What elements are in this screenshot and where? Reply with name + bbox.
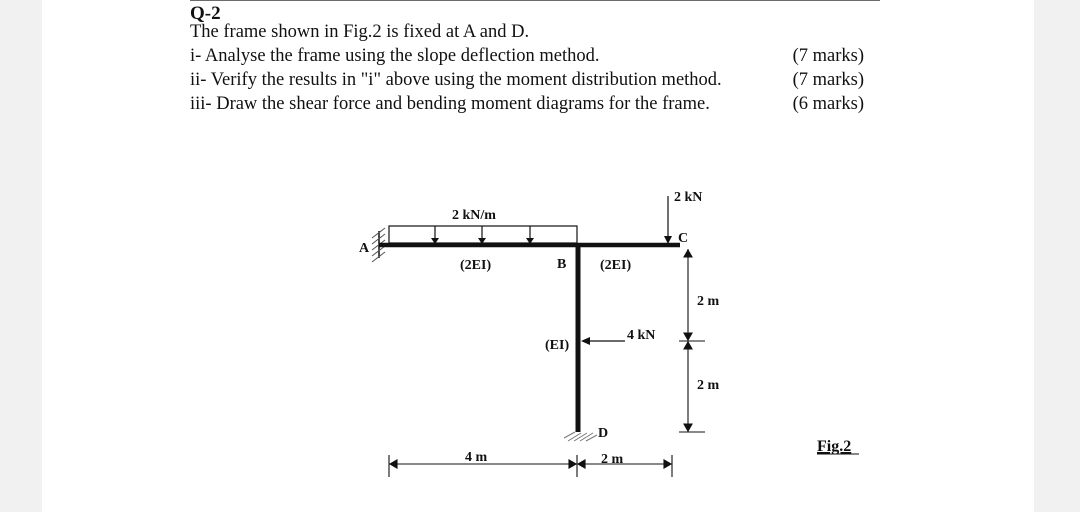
question-part-2: ii- Verify the results in "i" above using the moment distribution method.	[190, 70, 722, 90]
question-part-1-marks: (7 marks)	[792, 46, 864, 66]
horizontal-load-arrow	[581, 337, 625, 345]
joint-b-label: B	[557, 257, 567, 272]
support-a-label: A	[359, 241, 370, 256]
question-intro: The frame shown in Fig.2 is fixed at A and D.	[190, 22, 530, 42]
span-bc-label: 2 m	[601, 452, 624, 467]
point-load-label: 2 kN	[674, 190, 703, 205]
question-part-2-marks: (7 marks)	[792, 70, 864, 90]
horizontal-load-label: 4 kN	[627, 328, 656, 343]
question-number: Q-2	[190, 3, 221, 24]
column-bd-stiffness: (EI)	[545, 338, 570, 353]
point-load-arrow	[664, 196, 672, 244]
beam-bc-stiffness: (2EI)	[600, 258, 632, 273]
vertical-dimension	[679, 249, 705, 432]
fixed-support-d	[564, 432, 597, 441]
question-part-3: iii- Draw the shear force and bending moment diagrams for the frame.	[190, 94, 710, 114]
span-ab-label: 4 m	[465, 450, 488, 465]
udl-load	[389, 226, 577, 244]
horizontal-dimension	[389, 455, 672, 477]
height-lower-label: 2 m	[697, 378, 720, 393]
question-part-1: i- Analyse the frame using the slope deflection method.	[190, 46, 600, 66]
joint-c-label: C	[678, 231, 689, 246]
support-d-label: D	[598, 426, 609, 441]
question-part-3-marks: (6 marks)	[792, 94, 864, 114]
height-upper-label: 2 m	[697, 294, 720, 309]
beam-ab-stiffness: (2EI)	[460, 258, 492, 273]
udl-label: 2 kN/m	[452, 208, 496, 223]
figure-caption: Fig.2	[817, 438, 852, 455]
